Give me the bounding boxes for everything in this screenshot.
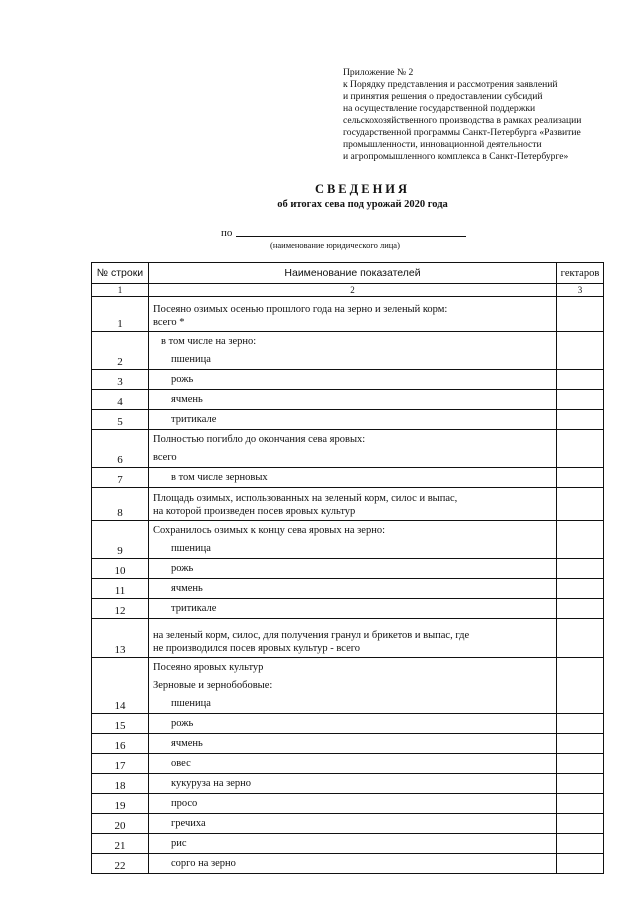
table-row	[92, 658, 604, 714]
table-row	[92, 370, 604, 390]
table-row	[92, 734, 604, 754]
hectares-cell[interactable]	[557, 559, 604, 579]
indicator-name	[149, 619, 557, 658]
hectares-cell[interactable]	[557, 714, 604, 734]
hectares-cell[interactable]	[557, 390, 604, 410]
table-row	[92, 521, 604, 559]
table-row	[92, 559, 604, 579]
row-number: 1	[92, 297, 149, 332]
indicator-name	[149, 410, 557, 430]
appendix-line: и агропромышленного комплекса в Санкт-Петербурге»	[343, 151, 569, 162]
column-index: 2	[149, 284, 557, 297]
indicator-text: гречиха	[171, 818, 206, 829]
entity-name-caption: (наименование юридического лица)	[270, 240, 400, 250]
row-number: 19	[92, 794, 149, 814]
indicator-name	[149, 599, 557, 619]
row-number: 20	[92, 814, 149, 834]
hectares-cell[interactable]	[557, 814, 604, 834]
row-number: 17	[92, 754, 149, 774]
row-number: 7	[92, 468, 149, 488]
column-header-indicator: Наименование показателей	[149, 263, 557, 284]
hectares-cell[interactable]	[557, 430, 604, 468]
po-label: по	[221, 227, 233, 239]
row-number: 2	[92, 332, 149, 370]
row-number: 21	[92, 834, 149, 854]
table-row	[92, 794, 604, 814]
appendix-line: промышленности, инновационной деятельности	[343, 139, 542, 150]
document-title: СВЕДЕНИЯ	[314, 182, 411, 196]
indicator-text: пшеница	[171, 543, 211, 554]
indicator-text: на которой произведен посев яровых культур	[153, 506, 356, 517]
indicator-name	[149, 297, 557, 332]
indicator-text: не производился посев яровых культур - всего	[153, 643, 361, 654]
indicator-name	[149, 658, 557, 714]
hectares-cell[interactable]	[557, 521, 604, 559]
table-row	[92, 410, 604, 430]
row-number: 22	[92, 854, 149, 874]
indicator-name	[149, 579, 557, 599]
appendix-line: к Порядку представления и рассмотрения заявлений	[343, 79, 558, 90]
table-row	[92, 488, 604, 521]
indicator-text: сорго на зерно	[171, 858, 236, 869]
hectares-cell[interactable]	[557, 854, 604, 874]
hectares-cell[interactable]	[557, 468, 604, 488]
row-number: 3	[92, 370, 149, 390]
indicator-text: всего *	[153, 317, 185, 328]
column-index: 1	[92, 284, 149, 297]
indicator-text: рис	[171, 838, 187, 849]
table-row	[92, 754, 604, 774]
indicator-name	[149, 390, 557, 410]
table-row	[92, 774, 604, 794]
sowing-table	[91, 262, 604, 874]
column-index: 3	[557, 284, 604, 297]
indicator-text: тритикале	[171, 414, 217, 425]
column-header-hectares: гектаров	[557, 263, 604, 284]
indicator-text: рожь	[171, 374, 194, 385]
indicator-text: в том числе на зерно:	[161, 336, 257, 347]
table-row	[92, 468, 604, 488]
row-number: 6	[92, 430, 149, 468]
indicator-name	[149, 521, 557, 559]
hectares-cell[interactable]	[557, 599, 604, 619]
indicator-text: пшеница	[171, 354, 211, 365]
indicator-text: тритикале	[171, 603, 217, 614]
hectares-cell[interactable]	[557, 754, 604, 774]
row-number: 15	[92, 714, 149, 734]
indicator-name	[149, 854, 557, 874]
hectares-cell[interactable]	[557, 579, 604, 599]
hectares-cell[interactable]	[557, 619, 604, 658]
indicator-text: рожь	[171, 563, 194, 574]
indicator-text: кукуруза на зерно	[171, 778, 252, 789]
indicator-text: ячмень	[171, 394, 203, 405]
indicator-text: Полностью погибло до окончания сева яровых:	[153, 434, 366, 445]
hectares-cell[interactable]	[557, 332, 604, 370]
entity-name-field[interactable]	[236, 236, 466, 237]
table-row	[92, 390, 604, 410]
hectares-cell[interactable]	[557, 410, 604, 430]
column-header-row-number: № строки	[92, 263, 149, 284]
indicator-name	[149, 332, 557, 370]
indicator-name	[149, 468, 557, 488]
table-row	[92, 814, 604, 834]
appendix-block	[343, 67, 633, 163]
indicator-name	[149, 430, 557, 468]
appendix-line: Приложение № 2	[343, 67, 414, 78]
indicator-name	[149, 714, 557, 734]
indicator-name	[149, 370, 557, 390]
hectares-cell[interactable]	[557, 834, 604, 854]
row-number: 8	[92, 488, 149, 521]
indicator-name	[149, 794, 557, 814]
row-number: 5	[92, 410, 149, 430]
appendix-line: сельскохозяйственного производства в рамках реализации	[343, 115, 582, 126]
table-row	[92, 834, 604, 854]
document-subtitle: об итогах сева под урожай 2020 года	[277, 199, 448, 210]
hectares-cell[interactable]	[557, 774, 604, 794]
row-number: 13	[92, 619, 149, 658]
row-number: 10	[92, 559, 149, 579]
indicator-name	[149, 834, 557, 854]
hectares-cell[interactable]	[557, 658, 604, 714]
indicator-text: Площадь озимых, использованных на зеленый корм, силос и выпас,	[153, 493, 458, 504]
indicator-name	[149, 754, 557, 774]
indicator-name	[149, 488, 557, 521]
hectares-cell[interactable]	[557, 488, 604, 521]
row-number: 12	[92, 599, 149, 619]
indicator-text: всего	[153, 452, 177, 463]
table-row	[92, 854, 604, 874]
appendix-line: государственной программы Санкт-Петербурга «Развитие	[343, 127, 581, 138]
indicator-text: рожь	[171, 718, 194, 729]
row-number: 16	[92, 734, 149, 754]
indicator-text: ячмень	[171, 738, 203, 749]
row-number: 11	[92, 579, 149, 599]
row-number: 18	[92, 774, 149, 794]
table-row	[92, 714, 604, 734]
row-number: 9	[92, 521, 149, 559]
indicator-text: Посеяно озимых осенью прошлого года на зерно и зеленый корм:	[153, 304, 448, 315]
indicator-name	[149, 814, 557, 834]
indicator-text: просо	[171, 798, 198, 809]
table-row	[92, 619, 604, 658]
hectares-cell[interactable]	[557, 794, 604, 814]
appendix-line: и принятия решения о предоставлении субсидий	[343, 91, 543, 102]
table-row	[92, 579, 604, 599]
indicator-text: Зерновые и зернобобовые:	[153, 680, 273, 691]
indicator-text: овес	[171, 758, 191, 769]
appendix-line: на осуществление государственной поддержки	[343, 103, 536, 114]
table-row	[92, 332, 604, 370]
indicator-text: Сохранилось озимых к концу сева яровых на зерно:	[153, 525, 385, 536]
row-number: 14	[92, 658, 149, 714]
indicator-text: на зеленый корм, силос, для получения гранул и брикетов и выпас, где	[153, 630, 470, 641]
table-row	[92, 599, 604, 619]
hectares-cell[interactable]	[557, 734, 604, 754]
indicator-text: Посеяно яровых культур	[153, 662, 264, 673]
hectares-cell[interactable]	[557, 297, 604, 332]
column-index-row	[92, 284, 604, 297]
indicator-name	[149, 559, 557, 579]
indicator-text: в том числе зерновых	[171, 472, 268, 483]
indicator-text: ячмень	[171, 583, 203, 594]
table-row	[92, 297, 604, 332]
hectares-cell[interactable]	[557, 370, 604, 390]
indicator-name	[149, 774, 557, 794]
table-row	[92, 430, 604, 468]
row-number: 4	[92, 390, 149, 410]
indicator-name	[149, 734, 557, 754]
indicator-text: пшеница	[171, 698, 211, 709]
